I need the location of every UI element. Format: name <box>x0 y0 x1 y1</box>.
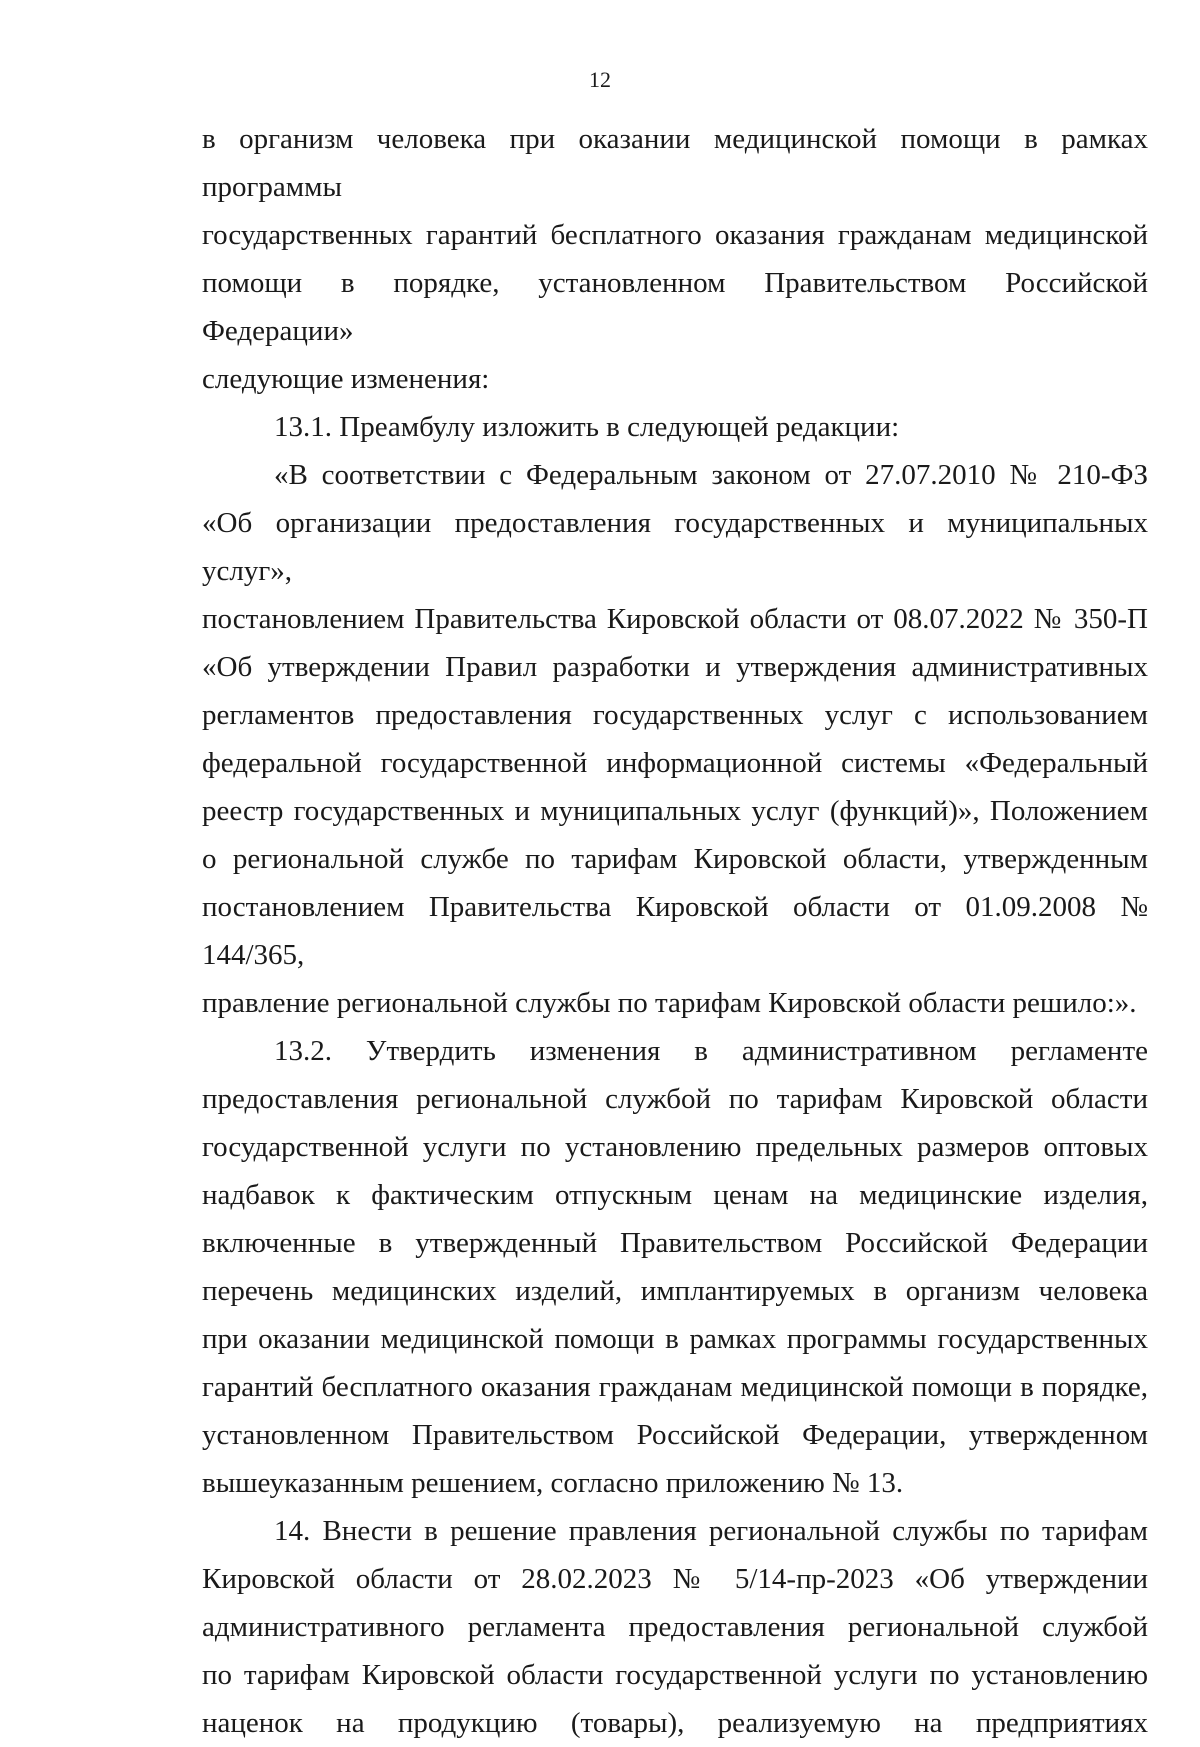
text-line: государственной услуги по установлению предельных размеров оптовых <box>202 1131 1148 1163</box>
text-line: по тарифам Кировской области государственной услуги по установлению <box>202 1659 1148 1691</box>
text-line: 13.1. Преамбулу изложить в следующей редакции: <box>274 411 900 443</box>
text-line: государственных гарантий бесплатного оказания гражданам медицинской <box>202 219 1148 251</box>
text-line: наценок на продукцию (товары), реализуемую на предприятиях <box>202 1707 1148 1739</box>
page-number: 12 <box>589 67 611 92</box>
text-line: гарантий бесплатного оказания гражданам медицинской помощи в порядке, <box>202 1371 1148 1403</box>
text-line: включенные в утвержденный Правительством Российской Федерации <box>202 1227 1148 1259</box>
text-line: правление региональной службы по тарифам Кировской области решило:». <box>202 987 1137 1019</box>
text-line: 14. Внести в решение правления региональной службы по тарифам <box>274 1515 1148 1547</box>
text-line: «В соответствии с Федеральным законом от 27.07.2010 № 210-ФЗ <box>274 459 1148 491</box>
text-line: 13.2. Утвердить изменения в административном регламенте <box>274 1035 1148 1067</box>
text-line: регламентов предоставления государственных услуг с использованием <box>202 699 1148 731</box>
text-line: «Об организации предоставления государственных и муниципальных услуг», <box>202 507 1148 587</box>
document-body <box>202 115 1148 1747</box>
text-line: о региональной службе по тарифам Кировской области, утвержденным <box>202 843 1148 875</box>
text-line: в организм человека при оказании медицинской помощи в рамках программы <box>202 123 1148 203</box>
text-line: постановлением Правительства Кировской области от 08.07.2022 № 350-П <box>202 603 1148 635</box>
text-line: перечень медицинских изделий, имплантируемых в организм человека <box>202 1275 1148 1307</box>
text-line: постановлением Правительства Кировской области от 01.09.2008 № 144/365, <box>202 891 1148 971</box>
text-line: Кировской области от 28.02.2023 № 5/14-пр-2023 «Об утверждении <box>202 1563 1148 1595</box>
text-line: надбавок к фактическим отпускным ценам на медицинские изделия, <box>202 1179 1148 1211</box>
text-line: при оказании медицинской помощи в рамках программы государственных <box>202 1323 1148 1355</box>
text-line: реестр государственных и муниципальных услуг (функций)», Положением <box>202 795 1148 827</box>
text-line: вышеуказанным решением, согласно приложению № 13. <box>202 1467 904 1499</box>
text-line: установленном Правительством Российской Федерации, утвержденном <box>202 1419 1148 1451</box>
text-line: федеральной государственной информационной системы «Федеральный <box>202 747 1148 779</box>
text-line: «Об утверждении Правил разработки и утверждения административных <box>202 651 1148 683</box>
text-line: предоставления региональной службой по тарифам Кировской области <box>202 1083 1148 1115</box>
text-line: помощи в порядке, установленном Правительством Российской Федерации» <box>202 267 1148 347</box>
text-line: административного регламента предоставления региональной службой <box>202 1611 1148 1643</box>
text-line: следующие изменения: <box>202 363 490 395</box>
